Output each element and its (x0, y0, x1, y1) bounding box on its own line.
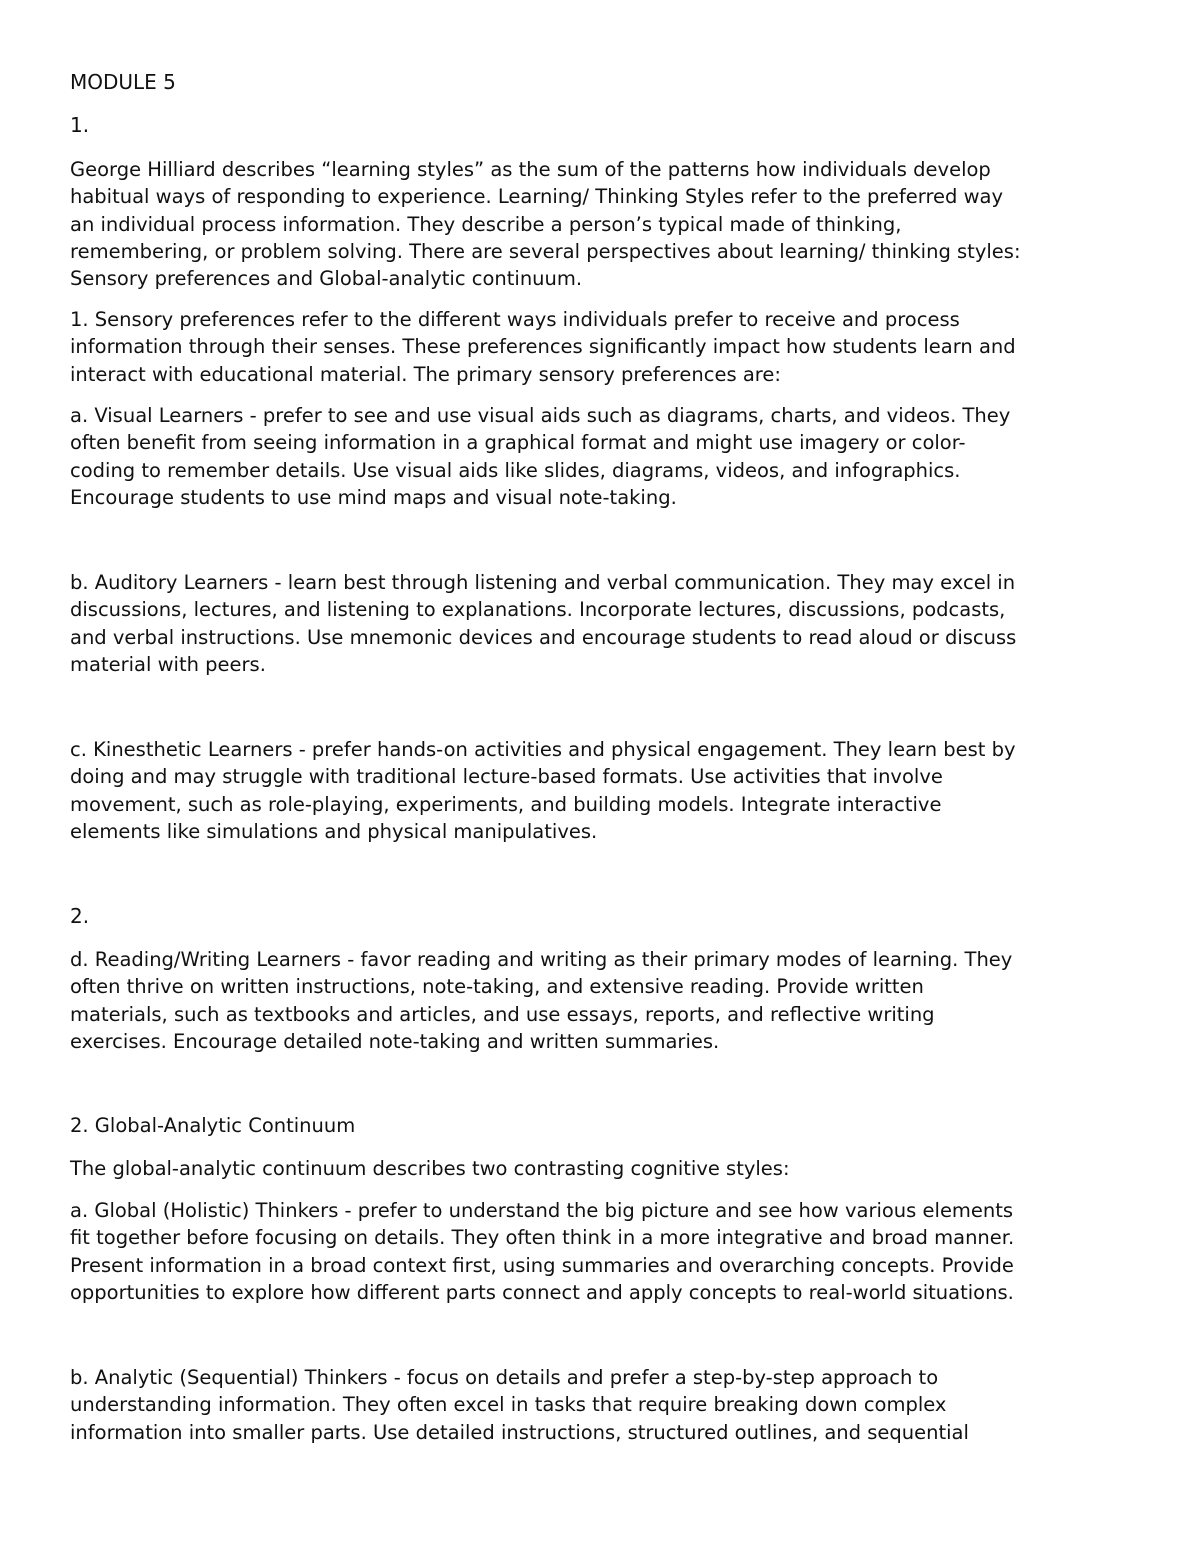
text-line: opportunities to explore how different parts connect and apply concepts to real-world situations. (70, 1280, 1014, 1304)
global-analytic-intro: The global-analytic continuum describes two contrasting cognitive styles: (70, 1157, 790, 1180)
text-line: Encourage students to use mind maps and visual note-taking. (70, 485, 677, 509)
text-line: often thrive on written instructions, note-taking, and extensive reading. Provide written (70, 975, 924, 999)
text-line: 1. Sensory preferences refer to the different ways individuals prefer to receive and process (70, 308, 960, 331)
analytic-thinkers-paragraph (70, 1364, 1140, 1446)
text-line: remembering, or problem solving. There are several perspectives about learning/ thinking styles: (70, 239, 1021, 263)
text-line: an individual process information. They describe a person’s typical made of thinking, (70, 212, 902, 236)
kinesthetic-learners-paragraph (70, 736, 1140, 845)
text-line: habitual ways of responding to experience. Learning/ Thinking Styles refer to the preferred way (70, 185, 1004, 209)
section-1-number: 1. (70, 113, 90, 137)
text-line: interact with educational material. The primary sensory preferences are: (70, 362, 781, 386)
text-line: b. Auditory Learners - learn best through listening and verbal communication. They may excel in (70, 571, 1016, 594)
text-line: information into smaller parts. Use detailed instructions, structured outlines, and sequential (70, 1420, 969, 1444)
text-line: d. Reading/Writing Learners - favor reading and writing as their primary modes of learning. They (70, 948, 1013, 971)
auditory-learners-paragraph (70, 569, 1140, 678)
text-line: materials, such as textbooks and articles, and use essays, reports, and reflective writing (70, 1002, 935, 1026)
reading-writing-learners-paragraph (70, 946, 1140, 1055)
section-2-number: 2. (70, 904, 90, 928)
text-line: understanding information. They often excel in tasks that require breaking down complex (70, 1393, 947, 1417)
global-thinkers-paragraph (70, 1197, 1140, 1306)
text-line: elements like simulations and physical manipulatives. (70, 819, 598, 843)
text-line: c. Kinesthetic Learners - prefer hands-on activities and physical engagement. They learn best by (70, 738, 1016, 761)
text-line: and verbal instructions. Use mnemonic devices and encourage students to read aloud or discuss (70, 625, 1017, 649)
text-line: exercises. Encourage detailed note-taking and written summaries. (70, 1029, 720, 1053)
text-line: b. Analytic (Sequential) Thinkers - focus on details and prefer a step-by-step approach to (70, 1366, 939, 1389)
visual-learners-paragraph (70, 402, 1140, 511)
text-line: coding to remember details. Use visual aids like slides, diagrams, videos, and infographics. (70, 458, 961, 482)
module-title: MODULE 5 (70, 70, 176, 94)
text-line: discussions, lectures, and listening to explanations. Incorporate lectures, discussions, podcasts, (70, 598, 1006, 622)
text-line: doing and may struggle with traditional lecture-based formats. Use activities that involve (70, 765, 943, 789)
text-line: Sensory preferences and Global-analytic continuum. (70, 267, 583, 291)
text-line: information through their senses. These preferences significantly impact how students learn and (70, 335, 1016, 359)
global-analytic-heading: 2. Global-Analytic Continuum (70, 1114, 356, 1137)
text-line: material with peers. (70, 652, 266, 676)
intro-paragraph (70, 156, 1140, 292)
text-line: Present information in a broad context first, using summaries and overarching concepts. Provide (70, 1253, 1014, 1277)
text-line: often benefit from seeing information in a graphical format and might use imagery or color- (70, 431, 966, 455)
text-line: movement, such as role-playing, experiments, and building models. Integrate interactive (70, 792, 942, 816)
text-line: a. Global (Holistic) Thinkers - prefer to understand the big picture and see how various elements (70, 1199, 1014, 1222)
sensory-preferences-paragraph (70, 306, 1140, 388)
text-line: fit together before focusing on details. They often think in a more integrative and broad manner. (70, 1226, 1015, 1250)
text-line: a. Visual Learners - prefer to see and use visual aids such as diagrams, charts, and videos. They (70, 404, 1011, 427)
text-line: George Hilliard describes “learning styles” as the sum of the patterns how individuals develop (70, 158, 991, 181)
